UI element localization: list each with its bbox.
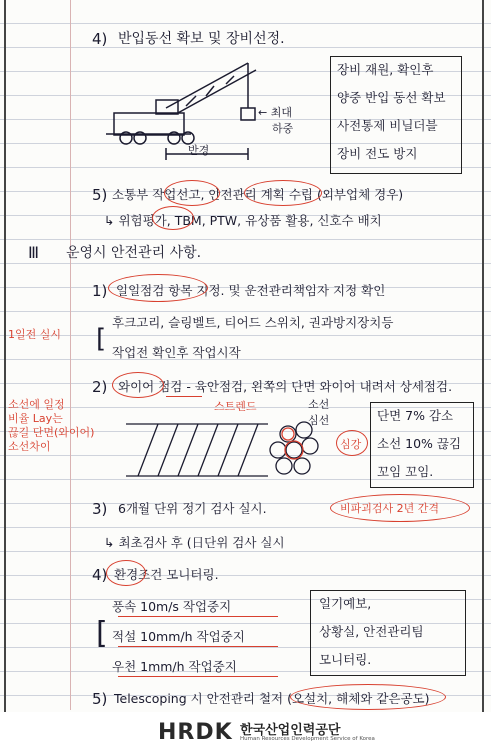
box1-item: 장비 전도 방지 bbox=[337, 146, 418, 161]
item-1-line: 일일점검 항목 지정. 및 운전관리책임자 지정 확인 bbox=[116, 283, 386, 298]
weather-rule: 적설 10mm/h 작업중지 bbox=[112, 629, 245, 644]
hrdk-logo-text: HRDK bbox=[158, 720, 233, 745]
crane-load-label: 하중 bbox=[272, 122, 294, 135]
box2-item: 단면 7% 감소 bbox=[377, 408, 454, 423]
strand-label: 스트렌드 bbox=[214, 400, 257, 413]
section-5-number: 5) bbox=[92, 186, 108, 204]
org-name-english: Human Resources Development Service of Korea bbox=[240, 736, 375, 742]
box2-item: 꼬임 꼬임. bbox=[377, 464, 434, 479]
bracket-mark: [ bbox=[96, 616, 108, 651]
weather-rule: 우천 1mm/h 작업중지 bbox=[112, 659, 237, 674]
red-circle-mark bbox=[164, 180, 220, 206]
margin-note-line: 소선차이 bbox=[8, 440, 51, 453]
red-underline bbox=[118, 676, 278, 677]
item-3-note: 비파괴검사 2년 간격 bbox=[340, 502, 439, 515]
wire-label: 소선 bbox=[308, 398, 330, 411]
equipment-checklist-box bbox=[330, 56, 462, 174]
weather-rule: 풍속 10m/s 작업중지 bbox=[112, 599, 232, 614]
item-3-sub: ↳ 최초검사 후 (日단위 검사 실시 bbox=[104, 535, 285, 550]
margin-line bbox=[70, 0, 71, 710]
item-1-number: 1) bbox=[92, 282, 108, 300]
red-circle-mark bbox=[330, 494, 470, 522]
section-5-sub: ↳ 위험평가, TBM, PTW, 유상품 활용, 신호수 배치 bbox=[104, 213, 382, 228]
red-underline bbox=[118, 616, 278, 617]
footer bbox=[0, 712, 491, 748]
item-2-number: 2) bbox=[92, 378, 108, 396]
item-4-line: 환경조건 모니터링. bbox=[114, 567, 219, 582]
section-4-number: 4) bbox=[92, 30, 108, 48]
monitoring-box bbox=[310, 590, 466, 676]
red-underline bbox=[118, 646, 278, 647]
margin-note-line: 끊길 단면(와이어) bbox=[8, 426, 95, 439]
org-name-korean: 한국산업인력공단 bbox=[240, 723, 341, 738]
section-3-title: 운영시 안전관리 사항. bbox=[66, 245, 202, 261]
core-label: 심강 bbox=[340, 438, 362, 451]
red-circle-mark bbox=[106, 560, 146, 586]
box1-item: 사전통제 비닐더블 bbox=[337, 118, 438, 133]
box3-item: 상황실, 안전관리팀 bbox=[319, 624, 424, 639]
red-circle-mark bbox=[112, 372, 164, 398]
page-border-right bbox=[482, 0, 484, 712]
red-circle-mark bbox=[108, 274, 208, 302]
page-border-left bbox=[4, 0, 6, 712]
box1-item: 양중 반입 동선 확보 bbox=[337, 90, 446, 105]
item-3-line: 6개월 단위 정기 검사 실시. bbox=[118, 501, 267, 516]
box2-item: 소선 10% 끊김 bbox=[377, 436, 462, 451]
box1-item: 장비 재원, 확인후 bbox=[337, 62, 434, 77]
red-circle-mark bbox=[152, 206, 194, 230]
margin-note-1: 1일전 실시 bbox=[8, 328, 61, 341]
item-4-number: 4) bbox=[92, 566, 108, 584]
margin-note-line: 비율 Lay는 bbox=[8, 412, 63, 425]
item-5-number: 5) bbox=[92, 690, 108, 708]
box3-item: 모니터링. bbox=[319, 652, 372, 667]
red-circle-mark bbox=[290, 684, 446, 710]
red-circle-mark bbox=[244, 180, 322, 206]
item-2-line: 와이어 점검 - 육안점검, 왼쪽의 단면 와이어 내려서 상세점검. bbox=[118, 379, 453, 394]
box3-item: 일기예보, bbox=[319, 596, 372, 611]
wire-discard-criteria-box bbox=[370, 402, 474, 488]
hrdk-logo bbox=[158, 720, 233, 745]
crane-radius-label: 반경 bbox=[188, 144, 210, 157]
bracket-mark: [ bbox=[96, 324, 107, 354]
item-3-number: 3) bbox=[92, 500, 108, 518]
red-underline bbox=[166, 396, 202, 397]
item-5-line: Telescoping 시 안전관리 철저 (오설치, 해체와 같은공도) bbox=[114, 691, 430, 706]
section-3-roman: Ⅲ bbox=[28, 243, 40, 262]
core-wire-label: 심선 bbox=[308, 414, 330, 427]
section-5-line: 소통부 작업선고, 안전관리 계획 수립 (외부업체 경우) bbox=[112, 187, 404, 202]
crane-max-load-label: ← 최대 bbox=[258, 106, 292, 119]
item-1-check: 작업전 확인후 작업시작 bbox=[112, 345, 241, 360]
red-circle-mark bbox=[336, 430, 368, 456]
section-4-title: 반입동선 확보 및 장비선정. bbox=[118, 31, 285, 47]
margin-note-line: 소선에 일정 bbox=[8, 398, 65, 411]
margin-note-2 bbox=[8, 398, 94, 454]
item-1-check: 후크고리, 슬링벨트, 티어드 스위치, 권과방지장치등 bbox=[112, 315, 394, 330]
